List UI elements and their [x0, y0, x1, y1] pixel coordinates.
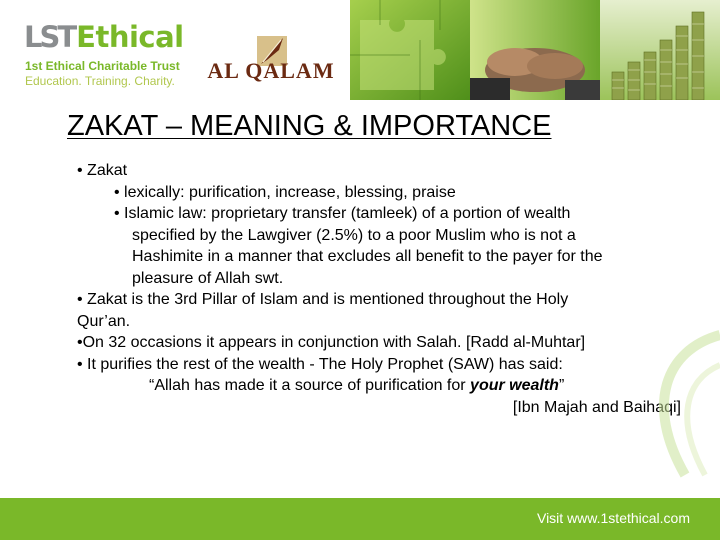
sub-bullet-islamic-law-cont-1: specified by the Lawgiver (2.5%) to a poor Muslim who is not a — [132, 226, 576, 244]
quote-text: “Allah has made it a source of purification for — [149, 377, 471, 394]
logo-lst-text: LST — [24, 20, 75, 54]
bullet-purifies: • It purifies the rest of the wealth - The Holy Prophet (SAW) has said: — [77, 355, 563, 373]
logo-ethical-text: Ethical — [76, 20, 184, 54]
slide-title: ZAKAT – MEANING & IMPORTANCE — [67, 110, 552, 142]
slide-header — [0, 0, 720, 100]
decorative-swirl — [625, 330, 720, 480]
slide-footer — [0, 498, 720, 540]
tagline-mission: Education. Training. Charity. — [25, 74, 175, 88]
slide-body — [77, 160, 687, 418]
sub-bullet-islamic-law-cont-3: pleasure of Allah swt. — [132, 269, 284, 287]
bullet-third-pillar-cont: Qur’an. — [77, 312, 131, 330]
website-link[interactable]: Visit www.1stethical.com — [536, 510, 690, 526]
lst-ethical-logo — [24, 20, 184, 54]
al-qalam-wordmark: AL QALAM — [207, 58, 335, 83]
quote-emphasis: your wealth — [470, 377, 559, 394]
tagline-trust: 1st Ethical Charitable Trust — [25, 59, 180, 73]
bullet-third-pillar: • Zakat is the 3rd Pillar of Islam and is mentioned throughout the Holy — [77, 291, 569, 308]
header-banner-image — [350, 0, 720, 100]
bullet-salah: •On 32 occasions it appears in conjunction with Salah. [Radd al-Muhtar] — [77, 334, 586, 351]
bullet-zakat: • Zakat — [77, 162, 128, 179]
hadith-quote — [77, 375, 687, 397]
sub-bullet-islamic-law-cont-2: Hashimite in a manner that excludes all benefit to the payer for the — [132, 248, 603, 265]
sub-bullet-islamic-law: • Islamic law: proprietary transfer (tamleek) of a portion of wealth — [114, 205, 571, 222]
hadith-source: [Ibn Majah and Baihaqi] — [512, 398, 681, 416]
quote-close: ” — [558, 377, 565, 394]
sub-bullet-lexically: • lexically: purification, increase, blessing, praise — [114, 183, 456, 201]
al-qalam-logo — [196, 32, 346, 84]
